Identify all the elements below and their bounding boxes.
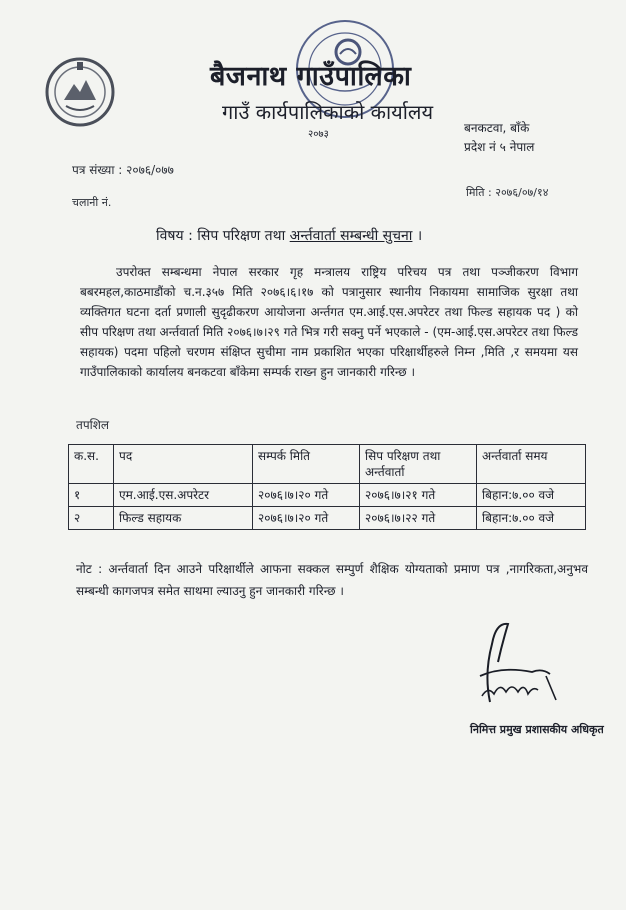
- cell-test-date: २०७६।७।२२ गते: [360, 507, 477, 530]
- cell-test-date: २०७६।७।२१ गते: [360, 484, 477, 507]
- signature-icon: [462, 614, 572, 714]
- office-subtitle: गाउँ कार्यपालिकाको कार्यालय: [222, 100, 434, 124]
- body-paragraph: उपरोक्त सम्बन्धमा नेपाल सरकार गृह मन्त्रालय राष्ट्रिय परिचय पत्र तथा पञ्जीकरण विभाग बबरमहल,काठमाडौंको च.न.३५७ मिति २०७६।६।१७ को पत्रानुसार स्थानीय निकायमा सामाजिक सुरक्षा तथा व्यक्तिगत घटना दर्ता प्रणाली सुदृढीकरण आयोजना अर्न्तगत एम.आई.एस.अपरेटर तथा फिल्ड सहायक पद ) को सीप परिक्षण तथा अर्न्तवार्ता मिति २०७६।७।२९ गते भित्र गरी सक्नु पर्ने भएकाले - (एम-आई.एस.अपरेटर तथा फिल्ड सहायक) पदमा पहिलो चरणम संक्षिप्त सुचीमा नाम प्रकाशित भएका परिक्षार्थीहरुले निम्न ,मिति ,र समयमा यस गाउँपालिकाको कार्यालय बनकटवा बाँकेमा सम्पर्क राख्न हुन जानकारी गरिन्छ ।: [80, 265, 578, 379]
- subject-line: [156, 226, 422, 245]
- cell-post: फिल्ड सहायक: [114, 507, 253, 530]
- reference-number: पत्र संख्या : २०७६/०७७: [72, 163, 174, 177]
- table-row: [69, 507, 586, 530]
- header-interview-time: अर्न्तवार्ता समय: [477, 445, 586, 484]
- signer-title: निमित्त प्रमुख प्रशासकीय अधिकृत: [470, 723, 604, 736]
- letter-date: मिति : २०७६/०७/१४: [466, 186, 549, 199]
- header-serial: क.स.: [69, 445, 114, 484]
- header-post: पद: [114, 445, 253, 484]
- cell-contact-date: २०७६।७।२० गते: [253, 507, 360, 530]
- cell-contact-date: २०७६।७।२० गते: [253, 484, 360, 507]
- schedule-label: तपशिल: [76, 418, 110, 432]
- cell-serial: २: [69, 507, 114, 530]
- table-row: [69, 484, 586, 507]
- office-title: बैजनाथ गाउँपालिका: [210, 61, 412, 92]
- header-test-interview: सिप परिक्षण तथा अर्न्तवार्ता: [360, 445, 477, 484]
- dispatch-number: चलानी नं.: [72, 196, 112, 209]
- cell-time: बिहान:७.०० वजे: [477, 484, 586, 507]
- cell-serial: १: [69, 484, 114, 507]
- cell-post: एम.आई.एस.अपरेटर: [114, 484, 253, 507]
- address-line-2: प्रदेश नं ५ नेपाल: [464, 140, 535, 154]
- established-year: २०७३: [308, 129, 329, 140]
- subject-label: विषय : सिप परिक्षण तथा: [156, 228, 290, 244]
- schedule-table: [68, 444, 586, 530]
- nepal-emblem-icon: [44, 56, 116, 128]
- note-paragraph: नोट : अर्न्तवार्ता दिन आउने परिक्षार्थीले आफना सक्कल सम्पुर्ण शैक्षिक योग्यताको प्रमाण पत्र ,नागरिकता,अनुभव सम्बन्धी कागजपत्र समेत साथमा ल्याउनु हुन जानकारी गरिन्छ ।: [76, 562, 588, 598]
- subject-underlined: अर्न्तवार्ता सम्बन्धी सुचना: [289, 228, 413, 244]
- address-line-1: बनकटवा, बाँके: [464, 121, 530, 135]
- header-contact-date: सम्पर्क मिति: [253, 445, 360, 484]
- table-header-row: [69, 445, 586, 484]
- cell-time: बिहान:७.०० वजे: [477, 507, 586, 530]
- subject-end: ।: [412, 228, 423, 244]
